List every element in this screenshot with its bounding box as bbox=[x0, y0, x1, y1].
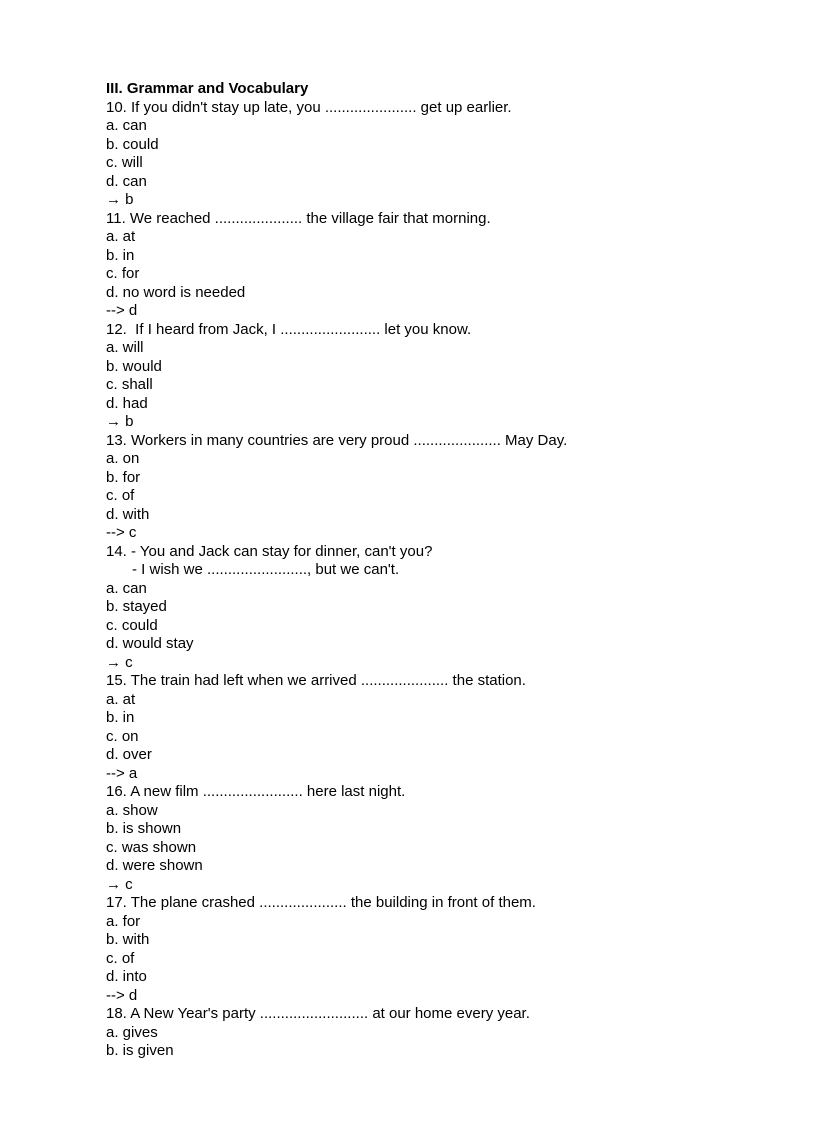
option-d: d. can bbox=[106, 172, 147, 190]
answer-key: → b bbox=[106, 413, 134, 430]
option-a: a. for bbox=[106, 912, 141, 930]
answer-key: --> d bbox=[106, 302, 138, 319]
question-stem: 14. - You and Jack can stay for dinner, can't you? bbox=[106, 542, 433, 560]
question-stem: 17. The plane crashed ..................... the building in front of them. bbox=[106, 894, 536, 911]
document-body bbox=[106, 80, 786, 1061]
question-block bbox=[106, 783, 786, 894]
question-stem: 10. If you didn't stay up late, you ...................... get up earlier. bbox=[106, 98, 512, 116]
option-c: c. of bbox=[106, 949, 135, 967]
option-a: a. on bbox=[106, 450, 140, 467]
option-b: b. is given bbox=[106, 1042, 174, 1059]
option-a: a. will bbox=[106, 339, 144, 356]
question-block bbox=[106, 1005, 786, 1061]
option-a: a. gives bbox=[106, 1023, 158, 1041]
option-a: a. at bbox=[106, 228, 136, 245]
option-c: c. shall bbox=[106, 376, 153, 393]
answer-key: --> d bbox=[106, 986, 138, 1004]
answer-key: --> a bbox=[106, 764, 138, 782]
option-c: c. could bbox=[106, 616, 158, 634]
question-block bbox=[106, 543, 786, 673]
option-b: b. in bbox=[106, 246, 135, 264]
question-stem: 11. We reached ..................... the village fair that morning. bbox=[106, 209, 491, 227]
option-a: a. can bbox=[106, 117, 147, 134]
answer-key: → c bbox=[106, 653, 133, 671]
answer-key: → b bbox=[106, 191, 134, 208]
answer-key: --> c bbox=[106, 524, 137, 541]
question-stem: 16. A new film ........................ here last night. bbox=[106, 783, 406, 800]
question-stem: 12. If I heard from Jack, I ........................ let you know. bbox=[106, 320, 472, 338]
question-block bbox=[106, 321, 786, 432]
question-block bbox=[106, 99, 786, 210]
option-d: d. had bbox=[106, 394, 148, 412]
option-a: a. can bbox=[106, 579, 147, 597]
option-c: c. for bbox=[106, 265, 140, 282]
question-block bbox=[106, 672, 786, 783]
option-b: b. with bbox=[106, 931, 150, 948]
question-stem: 15. The train had left when we arrived ..................... the station. bbox=[106, 672, 526, 689]
question-stem: 13. Workers in many countries are very proud ..................... May Day. bbox=[106, 431, 568, 449]
option-b: b. for bbox=[106, 468, 141, 486]
option-a: a. show bbox=[106, 801, 158, 819]
question-block bbox=[106, 210, 786, 321]
option-a: a. at bbox=[106, 690, 136, 708]
section-heading: III. Grammar and Vocabulary bbox=[106, 80, 309, 97]
question-block bbox=[106, 432, 786, 543]
answer-key: → c bbox=[106, 875, 133, 893]
option-b: b. stayed bbox=[106, 598, 167, 615]
question-stem-continued: - I wish we ........................, but we can't. bbox=[132, 561, 400, 578]
question-stem: 18. A New Year's party .......................... at our home every year. bbox=[106, 1005, 530, 1022]
option-c: c. of bbox=[106, 487, 135, 504]
option-b: b. is shown bbox=[106, 820, 182, 837]
option-d: d. over bbox=[106, 746, 152, 763]
option-b: b. could bbox=[106, 135, 159, 153]
option-c: c. on bbox=[106, 727, 139, 745]
option-c: c. will bbox=[106, 154, 143, 171]
option-b: b. in bbox=[106, 709, 135, 726]
option-d: d. into bbox=[106, 968, 147, 985]
option-d: d. would stay bbox=[106, 635, 194, 652]
option-c: c. was shown bbox=[106, 838, 197, 856]
option-d: d. no word is needed bbox=[106, 283, 246, 301]
option-d: d. were shown bbox=[106, 857, 203, 874]
option-b: b. would bbox=[106, 357, 162, 375]
question-block bbox=[106, 894, 786, 1005]
option-d: d. with bbox=[106, 505, 150, 523]
